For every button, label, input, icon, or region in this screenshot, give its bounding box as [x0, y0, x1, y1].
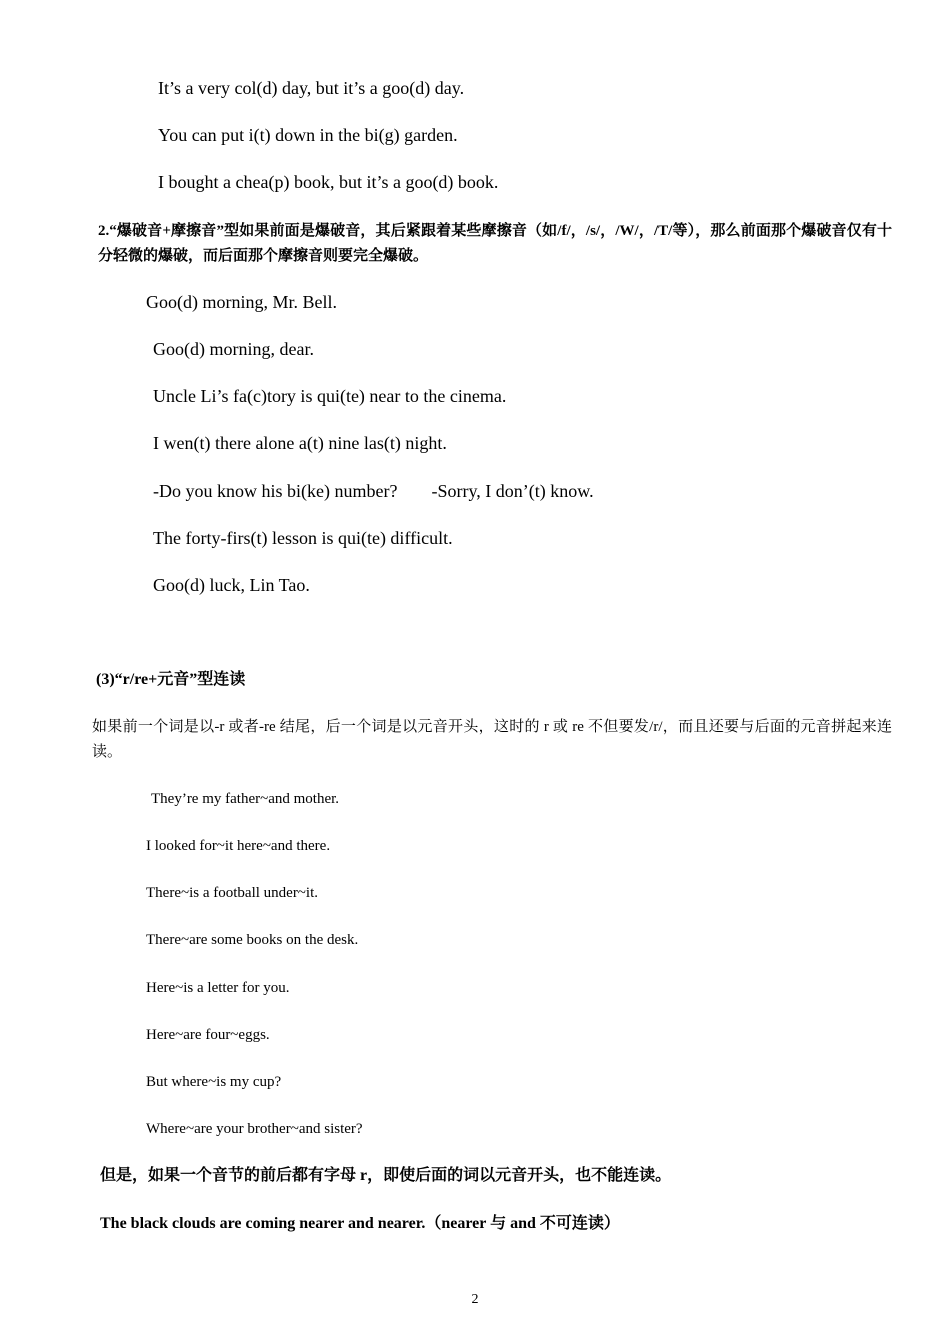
dialogue-line — [153, 481, 594, 503]
example-line: Uncle Li’s fa(c)tory is qui(te) near to the cinema. — [153, 386, 507, 406]
example-line: Here~are four~eggs. — [146, 1027, 270, 1043]
example-line: They’re my father~and mother. — [151, 791, 340, 807]
example-line: You can put i(t) down in the bi(g) garden. — [158, 125, 458, 145]
example-line: The forty-firs(t) lesson is qui(te) difficult. — [153, 528, 453, 548]
example-line: Goo(d) morning, Mr. Bell. — [146, 292, 337, 312]
section2-rule — [58, 219, 892, 269]
section2-rule-text: 2.“爆破音+摩擦音”型如果前面是爆破音，其后紧跟着某些摩擦音（如/f/，/s/，/W/，/T/等），那么前面那个爆破音仅有十分轻微的爆破，而后面那个摩擦音则要完全爆破。 — [98, 223, 892, 264]
example-line: I wen(t) there alone a(t) nine las(t) night. — [153, 433, 447, 453]
example-line: But where~is my cup? — [146, 1074, 282, 1090]
section3-note: 但是，如果一个音节的前后都有字母 r，即使后面的词以元音开头，也不能连读。 — [100, 1167, 672, 1184]
dialogue-question: -Do you know his bi(ke) number? — [153, 481, 398, 501]
section3-explanation — [58, 715, 892, 765]
example-line: It’s a very col(d) day, but it’s a goo(d) day. — [158, 78, 465, 98]
section3-explanation-text: 如果前一个词是以-r 或者-re 结尾，后一个词是以元音开头，这时的 r 或 re 不但要发/r/，而且还要与后面的元音拼起来连读。 — [92, 719, 892, 760]
section3-note-example: The black clouds are coming nearer and nearer.（nearer 与 and 不可连读） — [100, 1215, 620, 1232]
example-line: There~are some books on the desk. — [146, 932, 359, 948]
example-line: I bought a chea(p) book, but it’s a goo(d) book. — [158, 172, 499, 192]
example-line: Goo(d) morning, dear. — [153, 339, 314, 359]
page-number: 2 — [471, 1292, 479, 1307]
dialogue-answer: -Sorry, I don’(t) know. — [431, 481, 594, 501]
example-line: Where~are your brother~and sister? — [146, 1121, 363, 1137]
example-line: Here~is a letter for you. — [146, 980, 290, 996]
example-line: I looked for~it here~and there. — [146, 838, 331, 854]
section3-heading: (3)“r/re+元音”型连读 — [96, 671, 246, 688]
example-line: Goo(d) luck, Lin Tao. — [153, 575, 310, 595]
example-line: There~is a football under~it. — [146, 885, 319, 901]
